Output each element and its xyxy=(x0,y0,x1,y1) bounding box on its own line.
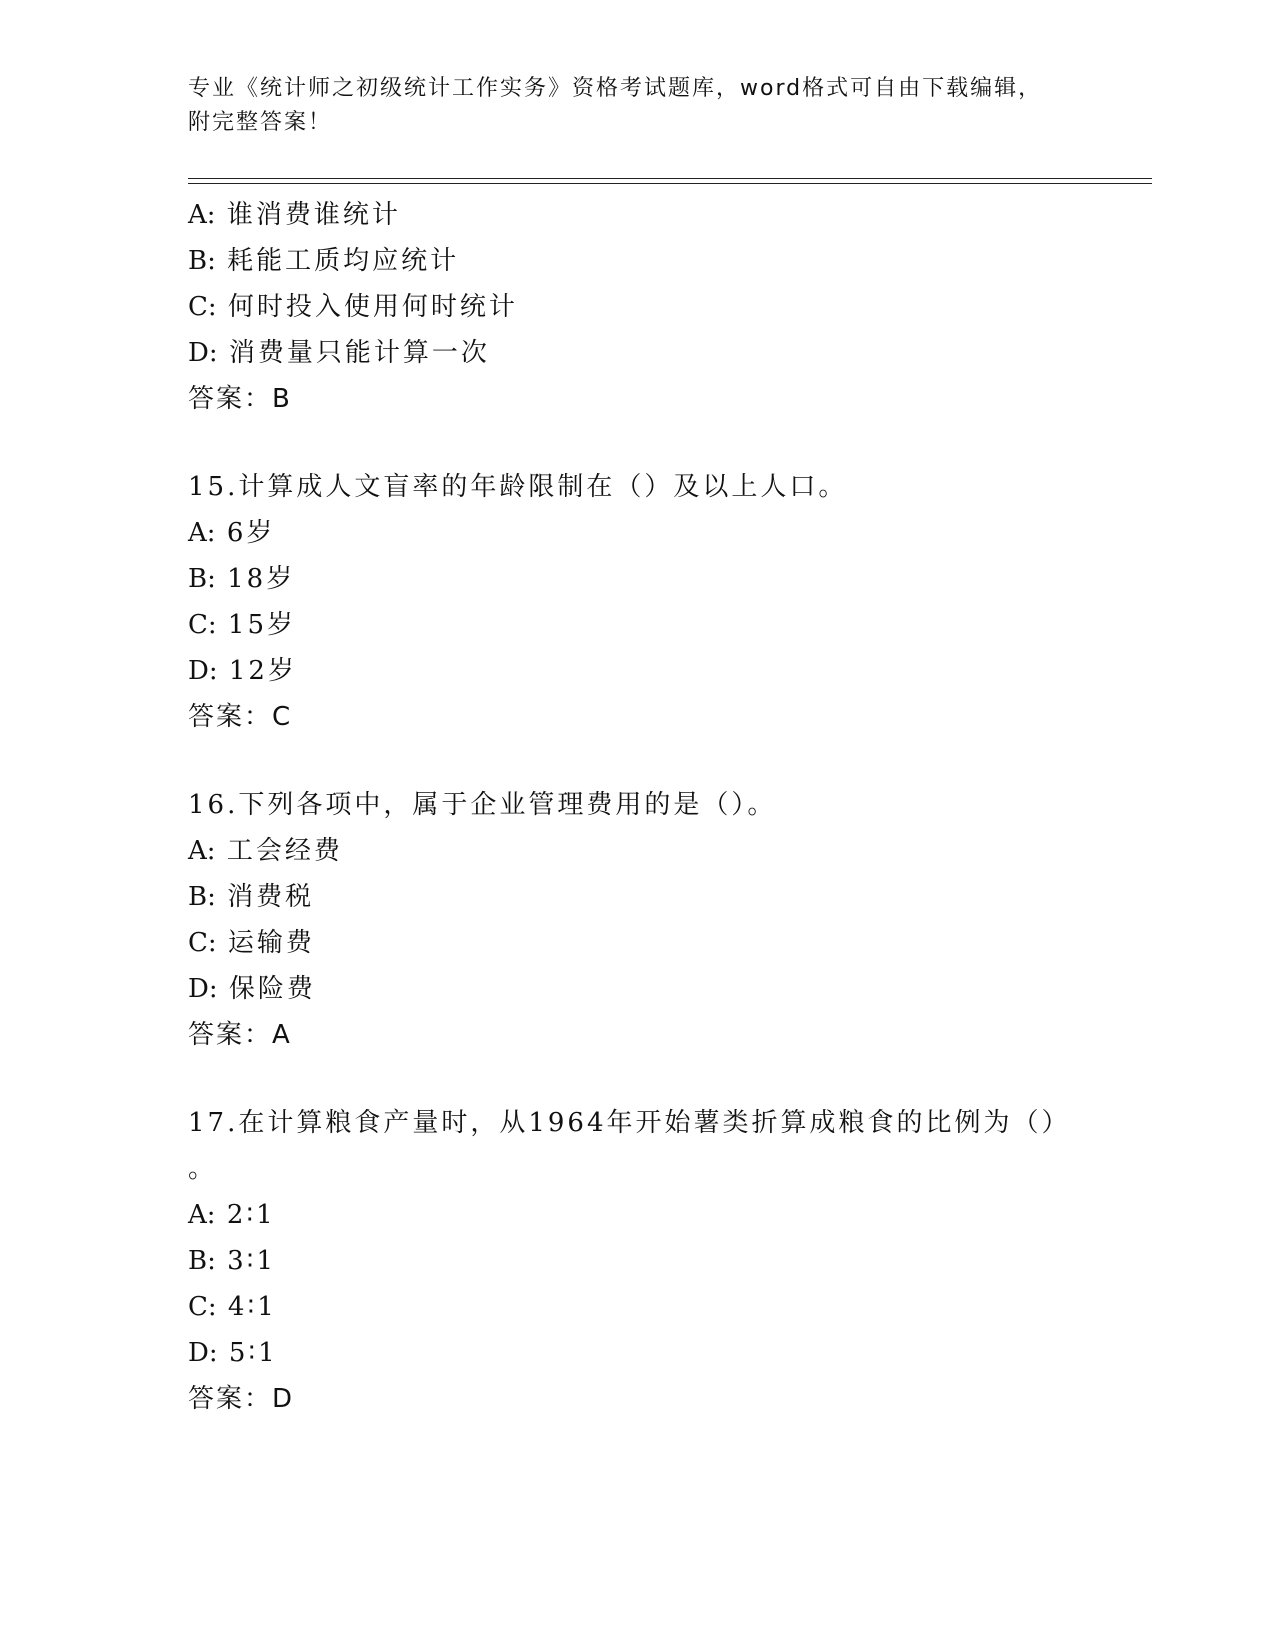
document-header xyxy=(188,72,1088,140)
option-letter: C: xyxy=(188,610,217,640)
question-text-line-1: 17.在计算粮食产量时，从1964年开始薯类折算成粮食的比例为（） xyxy=(188,1108,1071,1138)
option-text: 耗能工质均应统计 xyxy=(227,246,460,276)
option-d xyxy=(188,330,1088,376)
question-17 xyxy=(188,1100,1088,1422)
option-text: 运输费 xyxy=(227,928,315,958)
question-text-line-2: 。 xyxy=(188,1154,218,1184)
option-letter: B: xyxy=(188,564,216,594)
option-letter: A: xyxy=(188,200,216,230)
option-text: 18岁 xyxy=(227,564,296,594)
answer-line: 答案：B xyxy=(188,384,292,414)
option-text: 谁消费谁统计 xyxy=(226,200,401,230)
question-15 xyxy=(188,464,1088,740)
option-c xyxy=(188,1284,1088,1330)
option-c xyxy=(188,920,1088,966)
header-line-1: 专业《统计师之初级统计工作实务》资格考试题库，word格式可自由下载编辑， xyxy=(188,76,1043,101)
option-b xyxy=(188,556,1088,602)
option-text: 消费量只能计算一次 xyxy=(228,338,490,368)
option-letter: B: xyxy=(188,882,216,912)
option-text: 工会经费 xyxy=(226,836,343,866)
header-divider-bottom xyxy=(188,183,1152,184)
question-text: 15.计算成人文盲率的年龄限制在（）及以上人口。 xyxy=(188,472,848,502)
option-a xyxy=(188,828,1088,874)
question-14 xyxy=(188,192,1088,422)
answer-line: 答案：D xyxy=(188,1384,295,1414)
option-text: 3∶1 xyxy=(227,1246,276,1276)
header-line-2: 附完整答案！ xyxy=(188,110,333,135)
option-letter: D: xyxy=(188,656,218,686)
option-letter: A: xyxy=(188,1200,216,1230)
answer-line: 答案：C xyxy=(188,702,293,732)
option-letter: B: xyxy=(188,1246,216,1276)
option-d xyxy=(188,966,1088,1012)
option-letter: D: xyxy=(188,338,218,368)
option-letter: D: xyxy=(188,974,218,1004)
option-text: 12岁 xyxy=(228,656,297,686)
option-a xyxy=(188,1192,1088,1238)
question-text: 16.下列各项中，属于企业管理费用的是（）。 xyxy=(188,790,777,820)
header-divider-top xyxy=(188,178,1152,179)
option-letter: D: xyxy=(188,1338,218,1368)
option-b xyxy=(188,874,1088,920)
option-b xyxy=(188,1238,1088,1284)
option-text: 2∶1 xyxy=(226,1200,276,1230)
option-letter: C: xyxy=(188,928,217,958)
option-text: 6岁 xyxy=(226,518,276,548)
option-text: 消费税 xyxy=(227,882,315,912)
option-b xyxy=(188,238,1088,284)
option-text: 15岁 xyxy=(227,610,297,640)
option-text: 何时投入使用何时统计 xyxy=(227,292,518,322)
option-text: 保险费 xyxy=(228,974,316,1004)
option-letter: C: xyxy=(188,292,217,322)
option-letter: B: xyxy=(188,246,216,276)
question-list xyxy=(188,192,1088,1422)
answer-line: 答案：A xyxy=(188,1020,292,1050)
option-letter: A: xyxy=(188,518,216,548)
option-c xyxy=(188,602,1088,648)
option-letter: C: xyxy=(188,1292,217,1322)
option-d xyxy=(188,648,1088,694)
option-d xyxy=(188,1330,1088,1376)
option-letter: A: xyxy=(188,836,216,866)
option-a xyxy=(188,192,1088,238)
option-a xyxy=(188,510,1088,556)
question-16 xyxy=(188,782,1088,1058)
option-text: 4∶1 xyxy=(227,1292,277,1322)
option-c xyxy=(188,284,1088,330)
option-text: 5∶1 xyxy=(228,1338,278,1368)
